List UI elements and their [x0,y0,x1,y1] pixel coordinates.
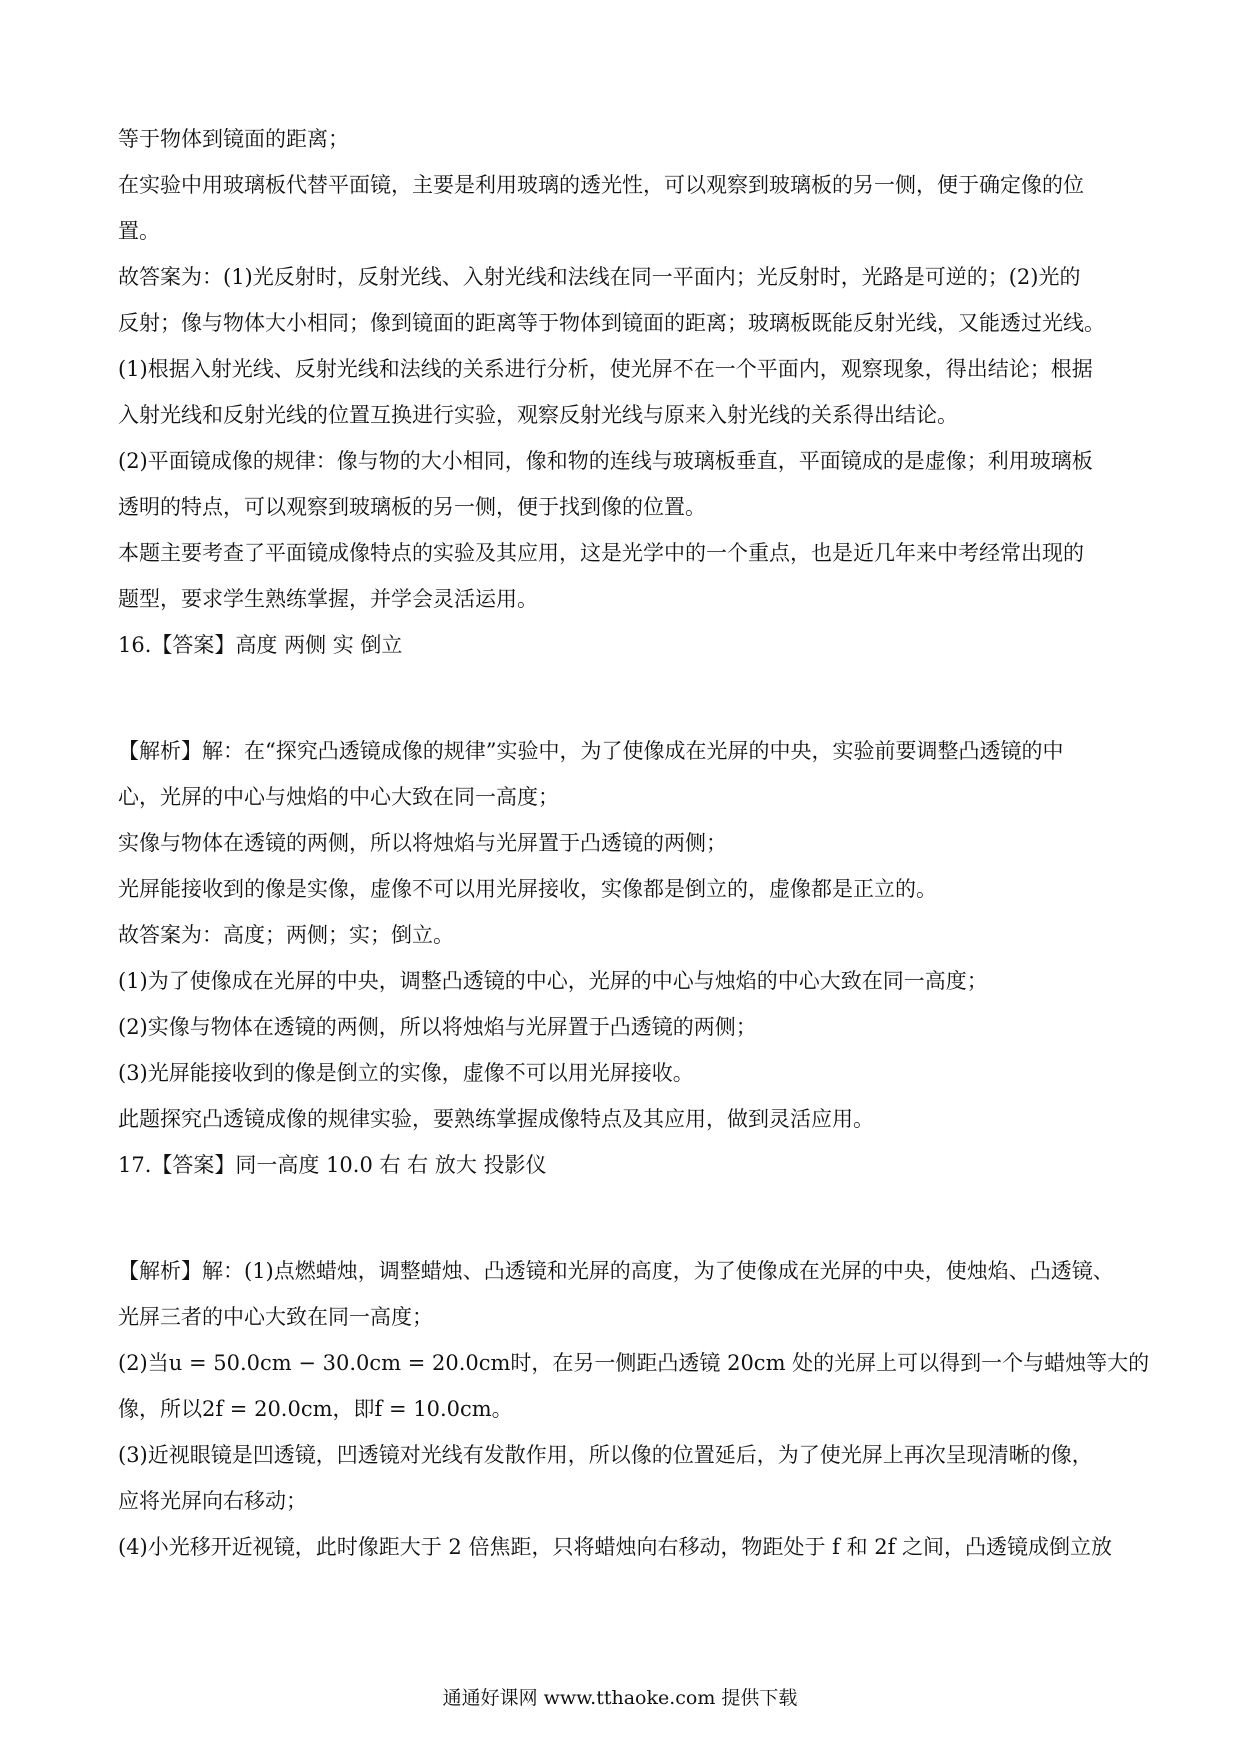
page-footer: 通通好课网 www.tthaoke.com 提供下载 [442,1687,798,1709]
text-line: 应将光屏向右移动； [118,1489,307,1513]
text-line: (2)平面镜成像的规律：像与物的大小相同，像和物的连线与玻璃板垂直，平面镜成的是虚像；利用玻璃板 [118,449,1093,473]
text-line: (4)小光移开近视镜，此时像距大于 2 倍焦距，只将蜡烛向右移动，物距处于 f 和 2f 之间，凸透镜成倒立放 [118,1535,1113,1559]
analysis-16: 【解析】解：在“探究凸透镜成像的规律”实验中，为了使像成在光屏的中央，实验前要调整凸透镜的中 [118,739,1064,763]
formula-line: 像，所以2f = 20.0cm，即f = 10.0cm。 [118,1397,513,1421]
text-line: 在实验中用玻璃板代替平面镜，主要是利用玻璃的透光性，可以观察到玻璃板的另一侧，便于确定像的位 [118,173,1084,197]
text-line: 入射光线和反射光线的位置互换进行实验，观察反射光线与原来入射光线的关系得出结论。 [118,403,958,427]
text-line: (1)为了使像成在光屏的中央，调整凸透镜的中心，光屏的中心与烛焰的中心大致在同一高度； [118,969,988,993]
text-line: 透明的特点，可以观察到玻璃板的另一侧，便于找到像的位置。 [118,495,706,519]
text-line: (3)光屏能接收到的像是倒立的实像，虚像不可以用光屏接收。 [118,1061,694,1085]
text-line: 实像与物体在透镜的两侧，所以将烛焰与光屏置于凸透镜的两侧； [118,831,727,855]
text-line: 光屏三者的中心大致在同一高度； [118,1305,433,1329]
text-line: (3)近视眼镜是凹透镜，凹透镜对光线有发散作用，所以像的位置延后，为了使光屏上再次呈现清晰的像， [118,1443,1093,1467]
text-line: 故答案为：(1)光反射时，反射光线、入射光线和法线在同一平面内；光反射时，光路是可逆的；(2)光的 [118,265,1081,289]
text-line: (2)实像与物体在透镜的两侧，所以将烛焰与光屏置于凸透镜的两侧； [118,1015,757,1039]
text-line: (1)根据入射光线、反射光线和法线的关系进行分析，使光屏不在一个平面内，观察现象，得出结论；根据 [118,357,1093,381]
text-line: 故答案为：高度；两侧；实；倒立。 [118,923,454,947]
text-line: 题型，要求学生熟练掌握，并学会灵活运用。 [118,587,538,611]
spacer [118,668,1138,728]
text-line: 心，光屏的中心与烛焰的中心大致在同一高度； [118,785,559,809]
text-line: 光屏能接收到的像是实像，虚像不可以用光屏接收，实像都是倒立的，虚像都是正立的。 [118,877,937,901]
text-line: 反射；像与物体大小相同；像到镜面的距离等于物体到镜面的距离；玻璃板既能反射光线，又能透过光线。 [118,311,1105,335]
document-body [118,116,1150,1570]
text-line: 此题探究凸透镜成像的规律实验，要熟练掌握成像特点及其应用，做到灵活应用。 [118,1107,874,1131]
answer-16: 16.【答案】高度 两侧 实 倒立 [118,633,403,657]
analysis-17: 【解析】解：(1)点燃蜡烛，调整蜡烛、凸透镜和光屏的高度，为了使像成在光屏的中央，使烛焰、凸透镜、 [118,1259,1114,1283]
formula-line: (2)当u = 50.0cm − 30.0cm = 20.0cm时，在另一侧距凸透镜 20cm 处的光屏上可以得到一个与蜡烛等大的 [118,1351,1150,1375]
text-line: 置。 [118,219,160,243]
answer-17: 17.【答案】同一高度 10.0 右 右 放大 投影仪 [118,1153,547,1177]
text-line: 本题主要考查了平面镜成像特点的实验及其应用，这是光学中的一个重点，也是近几年来中考经常出现的 [118,541,1084,565]
spacer [118,1188,1138,1248]
text-line: 等于物体到镜面的距离； [118,127,349,151]
